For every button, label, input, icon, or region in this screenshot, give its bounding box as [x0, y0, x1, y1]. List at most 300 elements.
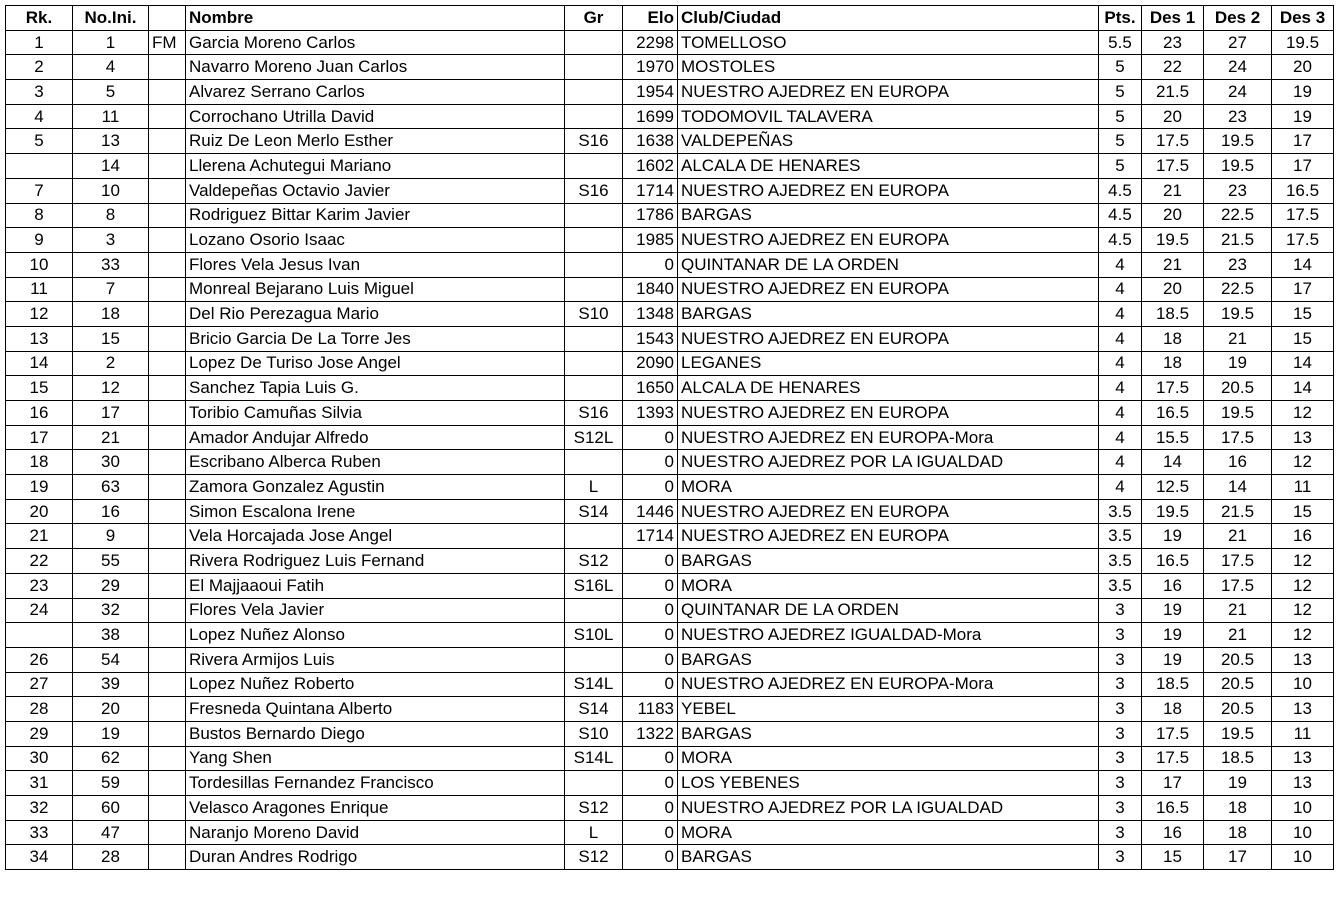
cell-initial-number: 59 — [73, 771, 149, 796]
cell-tiebreak-3: 20 — [1272, 55, 1334, 80]
cell-initial-number: 55 — [73, 549, 149, 574]
cell-initial-number: 47 — [73, 820, 149, 845]
cell-club: ALCALA DE HENARES — [678, 376, 1099, 401]
cell-club: NUESTRO AJEDREZ EN EUROPA — [678, 499, 1099, 524]
cell-club: MORA — [678, 573, 1099, 598]
cell-tiebreak-3: 16.5 — [1272, 178, 1334, 203]
table-row — [6, 30, 1334, 55]
table-row — [6, 796, 1334, 821]
cell-initial-number: 8 — [73, 203, 149, 228]
cell-initial-number: 32 — [73, 598, 149, 623]
cell-club: QUINTANAR DE LA ORDEN — [678, 252, 1099, 277]
cell-initial-number: 18 — [73, 302, 149, 327]
cell-initial-number: 2 — [73, 351, 149, 376]
cell-elo: 1348 — [623, 302, 678, 327]
cell-tiebreak-1: 18.5 — [1142, 302, 1204, 327]
table-row — [6, 721, 1334, 746]
cell-tiebreak-2: 20.5 — [1204, 647, 1272, 672]
table-header — [6, 6, 1334, 31]
cell-name: Rodriguez Bittar Karim Javier — [186, 203, 565, 228]
table-body — [6, 30, 1334, 869]
cell-title — [149, 697, 186, 722]
cell-tiebreak-2: 23 — [1204, 252, 1272, 277]
cell-tiebreak-3: 17 — [1272, 154, 1334, 179]
cell-title — [149, 376, 186, 401]
cell-initial-number: 5 — [73, 80, 149, 105]
cell-title — [149, 771, 186, 796]
cell-title — [149, 549, 186, 574]
cell-elo: 0 — [623, 623, 678, 648]
cell-initial-number: 10 — [73, 178, 149, 203]
cell-tiebreak-1: 17 — [1142, 771, 1204, 796]
cell-elo: 0 — [623, 746, 678, 771]
cell-elo: 1699 — [623, 104, 678, 129]
cell-rank: 19 — [6, 475, 73, 500]
cell-tiebreak-2: 17.5 — [1204, 425, 1272, 450]
cell-club: MORA — [678, 475, 1099, 500]
cell-elo: 0 — [623, 573, 678, 598]
table-row — [6, 820, 1334, 845]
table-row — [6, 524, 1334, 549]
cell-title — [149, 203, 186, 228]
cell-initial-number: 30 — [73, 450, 149, 475]
cell-tiebreak-2: 27 — [1204, 30, 1272, 55]
cell-initial-number: 39 — [73, 672, 149, 697]
cell-tiebreak-1: 17.5 — [1142, 746, 1204, 771]
cell-elo: 0 — [623, 450, 678, 475]
standings-table — [5, 5, 1334, 870]
cell-elo: 0 — [623, 796, 678, 821]
cell-group — [565, 154, 623, 179]
cell-points: 3 — [1099, 721, 1142, 746]
cell-initial-number: 11 — [73, 104, 149, 129]
cell-tiebreak-3: 17 — [1272, 129, 1334, 154]
cell-tiebreak-2: 22.5 — [1204, 277, 1272, 302]
cell-group — [565, 598, 623, 623]
cell-elo: 0 — [623, 820, 678, 845]
cell-rank: 15 — [6, 376, 73, 401]
cell-group — [565, 450, 623, 475]
cell-elo: 1446 — [623, 499, 678, 524]
cell-club: NUESTRO AJEDREZ POR LA IGUALDAD — [678, 796, 1099, 821]
table-row — [6, 746, 1334, 771]
table-row — [6, 771, 1334, 796]
cell-tiebreak-3: 10 — [1272, 845, 1334, 870]
cell-club: QUINTANAR DE LA ORDEN — [678, 598, 1099, 623]
cell-points: 5 — [1099, 104, 1142, 129]
cell-initial-number: 19 — [73, 721, 149, 746]
cell-points: 3 — [1099, 672, 1142, 697]
cell-initial-number: 21 — [73, 425, 149, 450]
cell-elo: 1840 — [623, 277, 678, 302]
cell-group — [565, 326, 623, 351]
cell-elo: 0 — [623, 425, 678, 450]
cell-points: 3.5 — [1099, 524, 1142, 549]
cell-group: S12 — [565, 845, 623, 870]
header-name: Nombre — [186, 6, 565, 31]
cell-tiebreak-1: 19 — [1142, 524, 1204, 549]
cell-elo: 1985 — [623, 228, 678, 253]
cell-tiebreak-2: 17.5 — [1204, 573, 1272, 598]
cell-elo: 1786 — [623, 203, 678, 228]
cell-tiebreak-3: 13 — [1272, 425, 1334, 450]
cell-title — [149, 277, 186, 302]
cell-club: NUESTRO AJEDREZ EN EUROPA-Mora — [678, 672, 1099, 697]
cell-rank: 14 — [6, 351, 73, 376]
cell-points: 3 — [1099, 746, 1142, 771]
cell-tiebreak-2: 23 — [1204, 104, 1272, 129]
cell-points: 4 — [1099, 302, 1142, 327]
cell-tiebreak-1: 16.5 — [1142, 796, 1204, 821]
cell-group: S14L — [565, 672, 623, 697]
cell-tiebreak-1: 21.5 — [1142, 80, 1204, 105]
cell-rank — [6, 154, 73, 179]
cell-tiebreak-1: 20 — [1142, 203, 1204, 228]
header-title — [149, 6, 186, 31]
cell-tiebreak-3: 13 — [1272, 647, 1334, 672]
cell-elo: 1322 — [623, 721, 678, 746]
cell-tiebreak-2: 21.5 — [1204, 228, 1272, 253]
cell-name: Yang Shen — [186, 746, 565, 771]
cell-initial-number: 12 — [73, 376, 149, 401]
cell-title — [149, 104, 186, 129]
cell-points: 3 — [1099, 623, 1142, 648]
cell-group: S14L — [565, 746, 623, 771]
cell-title — [149, 475, 186, 500]
cell-club: NUESTRO AJEDREZ EN EUROPA-Mora — [678, 425, 1099, 450]
cell-name: Naranjo Moreno David — [186, 820, 565, 845]
cell-name: Amador Andujar Alfredo — [186, 425, 565, 450]
cell-tiebreak-2: 23 — [1204, 178, 1272, 203]
cell-group: S12L — [565, 425, 623, 450]
cell-points: 3.5 — [1099, 573, 1142, 598]
cell-elo: 1714 — [623, 178, 678, 203]
table-row — [6, 351, 1334, 376]
cell-title — [149, 129, 186, 154]
table-row — [6, 623, 1334, 648]
cell-elo: 1650 — [623, 376, 678, 401]
cell-initial-number: 62 — [73, 746, 149, 771]
cell-rank: 12 — [6, 302, 73, 327]
cell-group: S14 — [565, 499, 623, 524]
cell-tiebreak-2: 19 — [1204, 771, 1272, 796]
cell-tiebreak-2: 21.5 — [1204, 499, 1272, 524]
cell-group — [565, 351, 623, 376]
cell-rank: 10 — [6, 252, 73, 277]
cell-group — [565, 104, 623, 129]
cell-elo: 0 — [623, 845, 678, 870]
cell-rank: 21 — [6, 524, 73, 549]
table-row — [6, 573, 1334, 598]
cell-name: Duran Andres Rodrigo — [186, 845, 565, 870]
cell-tiebreak-1: 20 — [1142, 104, 1204, 129]
cell-points: 4.5 — [1099, 228, 1142, 253]
cell-tiebreak-3: 12 — [1272, 450, 1334, 475]
cell-name: Rivera Armijos Luis — [186, 647, 565, 672]
cell-name: Vela Horcajada Jose Angel — [186, 524, 565, 549]
cell-tiebreak-1: 17.5 — [1142, 721, 1204, 746]
cell-tiebreak-3: 13 — [1272, 746, 1334, 771]
cell-tiebreak-1: 18 — [1142, 326, 1204, 351]
cell-tiebreak-3: 10 — [1272, 672, 1334, 697]
cell-title — [149, 401, 186, 426]
cell-tiebreak-3: 14 — [1272, 351, 1334, 376]
cell-initial-number: 17 — [73, 401, 149, 426]
cell-group — [565, 80, 623, 105]
cell-points: 4 — [1099, 475, 1142, 500]
cell-rank: 33 — [6, 820, 73, 845]
cell-tiebreak-2: 14 — [1204, 475, 1272, 500]
cell-name: Sanchez Tapia Luis G. — [186, 376, 565, 401]
cell-group — [565, 524, 623, 549]
cell-tiebreak-3: 17.5 — [1272, 203, 1334, 228]
cell-rank: 29 — [6, 721, 73, 746]
cell-initial-number: 29 — [73, 573, 149, 598]
table-row — [6, 302, 1334, 327]
cell-elo: 0 — [623, 252, 678, 277]
cell-points: 5.5 — [1099, 30, 1142, 55]
cell-rank: 1 — [6, 30, 73, 55]
cell-group: L — [565, 820, 623, 845]
cell-club: BARGAS — [678, 647, 1099, 672]
cell-tiebreak-2: 19.5 — [1204, 302, 1272, 327]
cell-name: Flores Vela Jesus Ivan — [186, 252, 565, 277]
cell-club: NUESTRO AJEDREZ EN EUROPA — [678, 80, 1099, 105]
header-tiebreak-3: Des 3 — [1272, 6, 1334, 31]
cell-initial-number: 4 — [73, 55, 149, 80]
cell-initial-number: 13 — [73, 129, 149, 154]
cell-rank: 17 — [6, 425, 73, 450]
cell-tiebreak-1: 15 — [1142, 845, 1204, 870]
cell-tiebreak-3: 13 — [1272, 771, 1334, 796]
cell-title — [149, 820, 186, 845]
cell-elo: 1183 — [623, 697, 678, 722]
table-row — [6, 129, 1334, 154]
cell-tiebreak-3: 13 — [1272, 697, 1334, 722]
cell-initial-number: 14 — [73, 154, 149, 179]
cell-name: Corrochano Utrilla David — [186, 104, 565, 129]
cell-points: 4 — [1099, 401, 1142, 426]
cell-tiebreak-3: 12 — [1272, 623, 1334, 648]
cell-tiebreak-2: 19 — [1204, 351, 1272, 376]
table-row — [6, 80, 1334, 105]
cell-title — [149, 351, 186, 376]
cell-tiebreak-1: 17.5 — [1142, 154, 1204, 179]
cell-club: MORA — [678, 746, 1099, 771]
cell-name: Lopez Nuñez Alonso — [186, 623, 565, 648]
table-row — [6, 178, 1334, 203]
cell-tiebreak-2: 18 — [1204, 796, 1272, 821]
cell-name: Tordesillas Fernandez Francisco — [186, 771, 565, 796]
cell-points: 3 — [1099, 647, 1142, 672]
cell-name: Llerena Achutegui Mariano — [186, 154, 565, 179]
cell-rank: 5 — [6, 129, 73, 154]
table-row — [6, 252, 1334, 277]
cell-initial-number: 38 — [73, 623, 149, 648]
cell-elo: 1714 — [623, 524, 678, 549]
cell-tiebreak-3: 14 — [1272, 376, 1334, 401]
cell-group — [565, 277, 623, 302]
table-row — [6, 697, 1334, 722]
cell-tiebreak-1: 19 — [1142, 647, 1204, 672]
cell-rank: 11 — [6, 277, 73, 302]
cell-title — [149, 623, 186, 648]
cell-tiebreak-3: 16 — [1272, 524, 1334, 549]
cell-tiebreak-3: 12 — [1272, 598, 1334, 623]
table-row — [6, 499, 1334, 524]
table-row — [6, 425, 1334, 450]
table-row — [6, 55, 1334, 80]
cell-club: YEBEL — [678, 697, 1099, 722]
cell-initial-number: 28 — [73, 845, 149, 870]
cell-title — [149, 252, 186, 277]
cell-tiebreak-1: 19.5 — [1142, 228, 1204, 253]
cell-initial-number: 1 — [73, 30, 149, 55]
cell-title — [149, 326, 186, 351]
cell-tiebreak-3: 17 — [1272, 277, 1334, 302]
cell-title — [149, 80, 186, 105]
cell-title — [149, 302, 186, 327]
table-row — [6, 647, 1334, 672]
cell-tiebreak-2: 21 — [1204, 598, 1272, 623]
cell-rank: 3 — [6, 80, 73, 105]
cell-name: Escribano Alberca Ruben — [186, 450, 565, 475]
cell-title — [149, 746, 186, 771]
table-row — [6, 549, 1334, 574]
cell-points: 3.5 — [1099, 499, 1142, 524]
cell-tiebreak-2: 19.5 — [1204, 401, 1272, 426]
cell-tiebreak-2: 20.5 — [1204, 697, 1272, 722]
cell-club: BARGAS — [678, 721, 1099, 746]
cell-rank: 9 — [6, 228, 73, 253]
cell-points: 5 — [1099, 80, 1142, 105]
cell-elo: 1393 — [623, 401, 678, 426]
cell-tiebreak-3: 19.5 — [1272, 30, 1334, 55]
cell-tiebreak-1: 16 — [1142, 820, 1204, 845]
cell-elo: 1543 — [623, 326, 678, 351]
cell-name: Simon Escalona Irene — [186, 499, 565, 524]
cell-group — [565, 647, 623, 672]
table-row — [6, 104, 1334, 129]
cell-tiebreak-2: 22.5 — [1204, 203, 1272, 228]
cell-tiebreak-3: 10 — [1272, 796, 1334, 821]
cell-rank: 24 — [6, 598, 73, 623]
cell-club: BARGAS — [678, 549, 1099, 574]
table-row — [6, 845, 1334, 870]
cell-elo: 0 — [623, 475, 678, 500]
cell-group: S12 — [565, 796, 623, 821]
cell-rank: 22 — [6, 549, 73, 574]
cell-club: LOS YEBENES — [678, 771, 1099, 796]
cell-title — [149, 450, 186, 475]
cell-group — [565, 771, 623, 796]
cell-title — [149, 672, 186, 697]
header-group: Gr — [565, 6, 623, 31]
table-row — [6, 475, 1334, 500]
cell-tiebreak-2: 17.5 — [1204, 549, 1272, 574]
cell-elo: 0 — [623, 598, 678, 623]
cell-group: S10 — [565, 721, 623, 746]
cell-name: Zamora Gonzalez Agustin — [186, 475, 565, 500]
table-row — [6, 672, 1334, 697]
cell-rank: 34 — [6, 845, 73, 870]
cell-club: NUESTRO AJEDREZ EN EUROPA — [678, 277, 1099, 302]
cell-elo: 2090 — [623, 351, 678, 376]
header-points: Pts. — [1099, 6, 1142, 31]
cell-elo: 2298 — [623, 30, 678, 55]
cell-points: 4 — [1099, 326, 1142, 351]
cell-title — [149, 499, 186, 524]
cell-rank: 28 — [6, 697, 73, 722]
cell-name: Toribio Camuñas Silvia — [186, 401, 565, 426]
table-row — [6, 228, 1334, 253]
cell-name: Valdepeñas Octavio Javier — [186, 178, 565, 203]
cell-name: Lopez De Turiso Jose Angel — [186, 351, 565, 376]
cell-rank: 30 — [6, 746, 73, 771]
cell-initial-number: 9 — [73, 524, 149, 549]
cell-title — [149, 154, 186, 179]
cell-group — [565, 252, 623, 277]
cell-tiebreak-1: 17.5 — [1142, 376, 1204, 401]
cell-group — [565, 376, 623, 401]
cell-rank: 2 — [6, 55, 73, 80]
cell-club: MOSTOLES — [678, 55, 1099, 80]
cell-rank: 31 — [6, 771, 73, 796]
cell-tiebreak-2: 20.5 — [1204, 672, 1272, 697]
cell-club: BARGAS — [678, 203, 1099, 228]
cell-group: S16 — [565, 401, 623, 426]
cell-club: TODOMOVIL TALAVERA — [678, 104, 1099, 129]
table-row — [6, 450, 1334, 475]
cell-elo: 0 — [623, 549, 678, 574]
cell-points: 4.5 — [1099, 178, 1142, 203]
cell-tiebreak-2: 21 — [1204, 326, 1272, 351]
cell-points: 4 — [1099, 425, 1142, 450]
cell-title — [149, 228, 186, 253]
cell-group: S12 — [565, 549, 623, 574]
cell-name: Alvarez Serrano Carlos — [186, 80, 565, 105]
cell-group: S14 — [565, 697, 623, 722]
cell-name: Bustos Bernardo Diego — [186, 721, 565, 746]
cell-initial-number: 33 — [73, 252, 149, 277]
cell-tiebreak-1: 16.5 — [1142, 401, 1204, 426]
cell-tiebreak-2: 20.5 — [1204, 376, 1272, 401]
cell-tiebreak-1: 17.5 — [1142, 129, 1204, 154]
cell-title — [149, 598, 186, 623]
cell-tiebreak-2: 19.5 — [1204, 154, 1272, 179]
table-row — [6, 326, 1334, 351]
cell-name: Navarro Moreno Juan Carlos — [186, 55, 565, 80]
cell-tiebreak-2: 21 — [1204, 524, 1272, 549]
cell-points: 5 — [1099, 55, 1142, 80]
cell-points: 4 — [1099, 277, 1142, 302]
cell-tiebreak-2: 17 — [1204, 845, 1272, 870]
cell-points: 4 — [1099, 351, 1142, 376]
table-row — [6, 376, 1334, 401]
cell-club: NUESTRO AJEDREZ POR LA IGUALDAD — [678, 450, 1099, 475]
cell-tiebreak-2: 18.5 — [1204, 746, 1272, 771]
cell-initial-number: 54 — [73, 647, 149, 672]
cell-title — [149, 55, 186, 80]
cell-name: Ruiz De Leon Merlo Esther — [186, 129, 565, 154]
cell-elo: 1602 — [623, 154, 678, 179]
cell-group — [565, 30, 623, 55]
cell-elo: 0 — [623, 672, 678, 697]
table-row — [6, 401, 1334, 426]
cell-group: S10 — [565, 302, 623, 327]
cell-tiebreak-1: 14 — [1142, 450, 1204, 475]
cell-name: Fresneda Quintana Alberto — [186, 697, 565, 722]
